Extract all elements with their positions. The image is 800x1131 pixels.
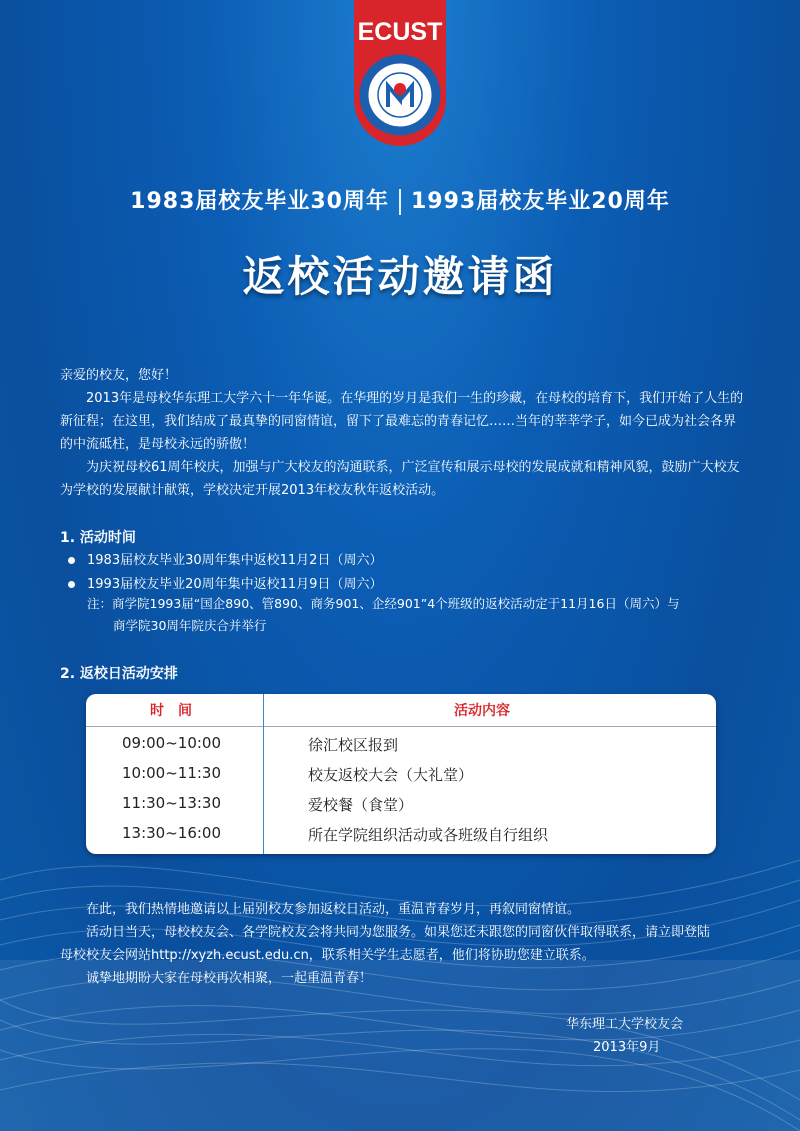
table-row: 09:00~10:00 徐汇校区报到 <box>122 734 399 754</box>
schedule-table <box>86 694 716 854</box>
section-heading-time: 1. 活动时间 <box>60 530 136 546</box>
table-row: 10:00~11:30 校友返校大会（大礼堂） <box>122 764 474 784</box>
logo-text: ECUST <box>357 18 443 46</box>
ecust-logo <box>354 0 446 150</box>
table-row: 13:30~16:00 所在学院组织活动或各班级自行组织 <box>122 824 549 844</box>
closing-paragraph-2b: 母校校友会网站http://xyzh.ecust.edu.cn，联系相关学生志愿者，他们将协助您建立联系。 <box>60 948 595 963</box>
signature-org: 华东理工大学校友会 <box>566 1017 684 1032</box>
subtitle-1983: 1983届校友毕业30周年 <box>130 189 389 214</box>
closing-paragraph-1: 在此，我们热情地邀请以上届别校友参加返校日活动，重温青春岁月，再叙同窗情谊。 <box>86 902 581 917</box>
list-item: 1993届校友毕业20周年集中返校11月9日（周六） <box>68 573 382 592</box>
subtitle-divider <box>399 189 401 215</box>
column-header-time: 时 间 <box>150 703 192 719</box>
intro-paragraph-2: 为庆祝母校61周年校庆，加强与广大校友的沟通联系，广泛宣传和展示母校的发展成就和精神风貌，鼓励广大校友为学校的发展献计献策，学校决定开展2013年校友秋年返校活动。 <box>60 460 740 498</box>
closing-paragraph-2a: 活动日当天，母校校友会、各学院校友会将共同为您服务。如果您还未跟您的同窗伙伴取得联系，请立即登陆 <box>86 925 711 940</box>
section-heading-schedule: 2. 返校日活动安排 <box>60 666 178 682</box>
page-title: 返校活动邀请函 <box>242 252 558 301</box>
subtitle-anniversaries <box>0 184 800 215</box>
column-header-activity: 活动内容 <box>454 703 510 719</box>
table-row: 11:30~13:30 爱校餐（食堂） <box>122 794 414 814</box>
note-line-1: 注：商学院1993届“国企890、管890、商务901、企经901”4个班级的返校活动定于11月16日（周六）与 <box>87 596 680 611</box>
closing-paragraph-3: 诚挚地期盼大家在母校再次相聚，一起重温青春！ <box>86 971 373 986</box>
note-line-2: 商学院30周年院庆合并举行 <box>113 618 267 633</box>
subtitle-1993: 1993届校友毕业20周年 <box>411 189 670 214</box>
bullet-icon <box>68 581 75 588</box>
intro-paragraph-1: 2013年是母校华东理工大学六十一年华诞。在华理的岁月是我们一生的珍藏，在母校的培育下，我们开始了人生的新征程；在这里，我们结成了最真挚的同窗情谊，留下了最难忘的青春记忆……当年的莘莘学子，如今已成为社会各界的中流砥柱，是母校永远的骄傲！ <box>60 391 744 452</box>
list-item: 1983届校友毕业30周年集中返校11月2日（周六） <box>68 549 382 568</box>
bullet-icon <box>68 557 75 564</box>
signature-date: 2013年9月 <box>593 1040 661 1055</box>
greeting: 亲爱的校友，您好！ <box>60 368 178 383</box>
